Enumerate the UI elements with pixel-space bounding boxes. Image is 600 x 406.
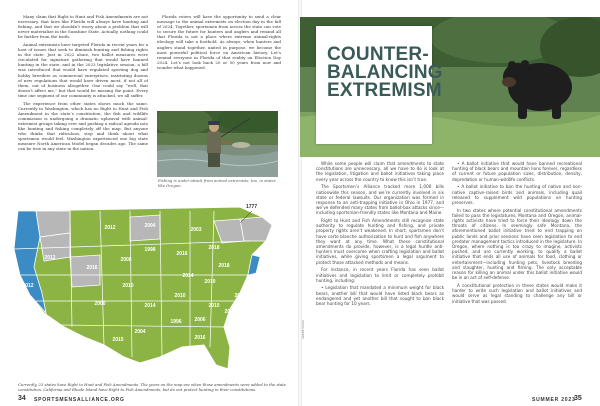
state-year-label: 2018: [208, 245, 220, 251]
right-col2-paragraph: A constitutional protection in these states would make it harder to write such legislation and ballot initiatives and would serve as legal standing to challenge any bill or initiative that was passed.: [452, 282, 582, 304]
website-footer: SPORTSMENSALLIANCE.ORG: [34, 397, 125, 403]
state-year-label: 2012: [22, 283, 34, 289]
state-year-label: 2006: [194, 317, 206, 323]
state-year-label: 2012: [44, 255, 56, 261]
callout-year-label: 1777: [246, 204, 258, 210]
right-col2-paragraph: • A ballot initiative to ban the hunting of native and non-native captive-raised birds and animals, including quail released to supplement wild populations on hunting preserves.: [452, 184, 582, 205]
left-col1-paragraph: The experience from other states shows much the same. Currently in Washington, which has no Right to Hunt and Fish Amendment in the state’s constitution, the fish and wildlife commission is undergoing a dramatic upheaval with animal-extremist groups taking over and pushing a radical agenda into like hunting and fishing completely off the map. But anyone who thinks that ridiculous, stop and think about what sportsmen would feel. Washington experienced one big state measure North American Model began decades ago. The same can be true in any state in the nation.: [18, 100, 148, 152]
right-col2-paragraph: • A ballot initiative that would have banned recreational hunting of black bears and mountain lions forever, regardless of current or future population sizes, distribution, density, depredation or human-wildlife conflicts.: [452, 161, 582, 182]
state-year-label: 2016: [86, 265, 98, 271]
state-year-label: 2018: [218, 263, 230, 269]
state-year-label: 2010: [174, 293, 186, 299]
issue-footer: SUMMER 2023: [532, 397, 576, 403]
state-year-label: 2004: [134, 329, 146, 335]
state-year-label: 2014: [182, 273, 194, 279]
headline-line: EXTREMISM: [327, 80, 442, 101]
left-col1-paragraph: Many claim that Right to Hunt and Fish Amendments are not necessary, that laws like Florida will always have hunting and fishing, and that we shouldn’t worry about a problem that will never materialize in the Sunshine State. Actually, nothing could be further from the truth.: [18, 14, 148, 40]
photo-caption: Fishing is under attack from animal extremists, too, in states like Oregon.: [158, 178, 276, 188]
state-year-label: 2010: [204, 279, 216, 285]
state-year-label: 2010: [122, 283, 134, 289]
headline-line: BALANCING: [327, 62, 443, 83]
state-year-label: 2018: [234, 293, 246, 299]
state-no-amendment: [70, 255, 100, 287]
state-year-label: 2015: [112, 337, 124, 343]
state-year-label: 2004: [144, 223, 156, 229]
left-column-2: [157, 14, 281, 106]
left-column-1: [18, 14, 148, 194]
article-headline: [327, 44, 443, 101]
right-col1-paragraph: While some people will claim that amendments to state constitutions are unnecessary, all we have to do is look at the legislation, litigation and ballot initiatives taking place every year across the country to know this isn’t true.: [316, 161, 444, 182]
state-year-label: 2008: [120, 257, 132, 263]
left-col2-paragraph: Florida voters will have the opportunity to send a clear message to the animal extremists on election day in the fall of 2024. Together, sportsmen from across the state can vote to secure the future for hunters and anglers and remind all that Florida is not a place where extreme animal-rights ideology will take a foothold. As always, when hunters and anglers stand together, united in purpose, we become the most powerful political force on American history. Let’s remind everyone in Florida of that reality on Election Day 2024. Let’s not look back 20 or 50 years from now and wonder what happened.: [157, 14, 281, 70]
state-year-label: 2014: [144, 303, 156, 309]
headline-line: COUNTER-: [327, 44, 429, 65]
state-year-label: 2012: [104, 225, 116, 231]
state-no-amendment: [36, 211, 70, 237]
state-year-label: 2016: [176, 251, 188, 257]
left-folio: 34: [18, 395, 26, 402]
right-column-1: [316, 161, 444, 391]
right-col1-paragraph: The Sportsmen’s Alliance tracked more 1,000 bills nationwide this season, and we’re currently involved in six state or federal lawsuits. Our organization was formed in response to an anti-trapping initiative in Ohio in 1977, and we’ve defended many states from ballot-box attacks since—including sportsman-friendly states like Montana and Maine.: [316, 184, 444, 216]
right-col1-paragraph: Right to Hunt and Fish Amendments still recognize state authority to regulate hunting and fishing, and private property rights aren’t weakened. In short, sportsmen don’t have carte blanche authorization to hunt and fish anywhere they want at any time. What these constitutional amendments do provide, however, is a legal hurdle anti-hunters must overcome when crafting legislation and ballot initiatives, while giving sportsmen a legal argument to protect those attacked methods and means.: [316, 218, 444, 265]
state-year-label: 1998: [144, 247, 156, 253]
state-year-label: 2010: [208, 303, 220, 309]
us-map-svg: [0, 197, 298, 375]
fisherman-photo: [157, 111, 278, 177]
right-col1-paragraph: • Legislation that mandated a minimum weight for black bears, another bill that would have listed black bears as endangered and yet another bill that sought to ban black bear hunting for 10 years.: [316, 285, 444, 307]
right-column-2: [452, 161, 582, 391]
right-folio: 35: [574, 395, 582, 402]
map-caption: Currently, 23 states have Right to Hunt and Fish Amendments. The years on the map are when those amendments were added to the state constitution. California and Rhode Island have Right to Fish Amendments, but do not protect hunting in their constitutions.: [18, 382, 286, 392]
state-year-label: 1996: [170, 319, 182, 325]
state-year-label: 2003: [190, 227, 202, 233]
state-year-label: 2016: [194, 335, 206, 341]
us-amendment-map: [0, 197, 298, 375]
state-year-label: 2000: [94, 301, 106, 307]
photo-credit: ADOBE STOCK: [302, 320, 305, 339]
fisherman-illustration: [157, 111, 278, 177]
state-year-label: 2018: [224, 309, 236, 315]
right-col2-paragraph: In two states where potential constitutional amendments failed to pass the legislatures, Montana and Oregon, animal-rights activists have tried to force their ideology down the throats of citizens. In seemingly safe Montana, the aforementioned ballot initiative tried to end trapping on public lands and prior sessions have seen legislation to end predator management tactics introduced in the legislature. In Oregon, where nothing is too crazy to imagine, activists pushed, and are currently working, to qualify a ballot initiative that ends all use of animals for food, clothing or entertainment—including hunting pets, livestock breeding and slaughter, hunting and fishing. The only acceptable reason for killing an animal under this ballot initiative would be in an act of self-defense.: [452, 207, 582, 281]
left-col1-paragraph: Animal extremists have targeted Florida in recent years for a host of issues that seek to diminish hunting and fishing rights in the state. Just in 2022 alone, two ballot measures were circulated for signature gathering that would have banned hunting in the state, and in the 2023 legislative session, a bill was introduced that would have regulated sporting dog and hobby breeders as commercial enterprises, instituting dozens of new regulations that would have driven most, if not all of them, out of business altogether. One could say “well, that doesn’t affect me,” but that would be missing the point. Every time one segment of our community is attacked, we all suffer.: [18, 41, 148, 98]
right-col1-paragraph: For instance, in recent years Florida has seen ballot initiatives and legislation to limit or completely prohibit hunting, including:: [316, 267, 444, 283]
